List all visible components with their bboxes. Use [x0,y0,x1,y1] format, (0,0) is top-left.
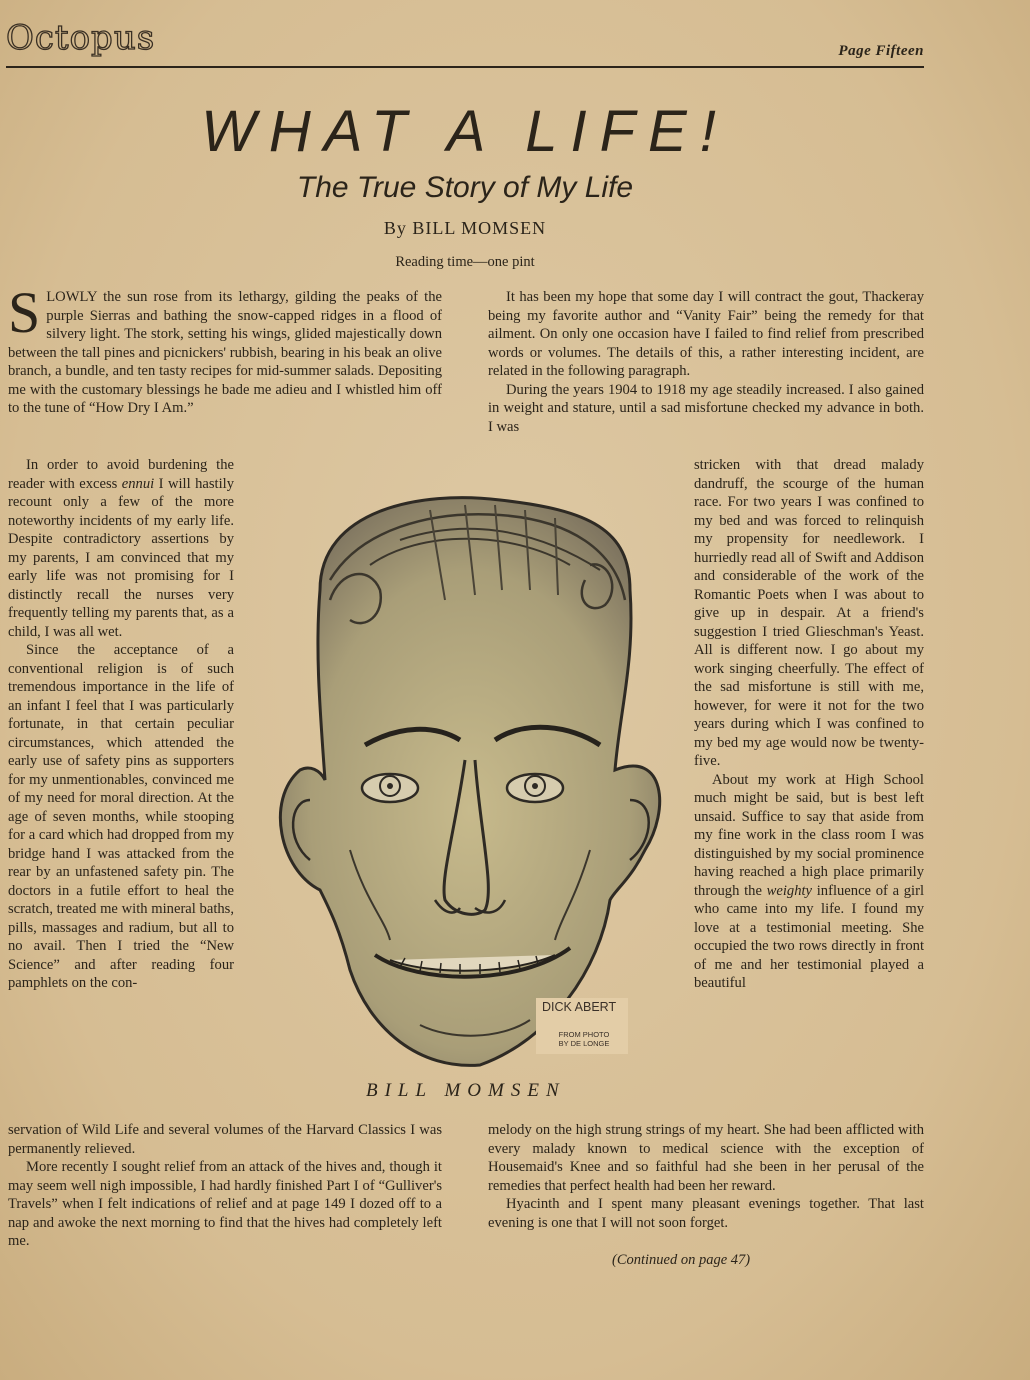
paragraph: About my work at High School much might be said, but is best left unsaid. Suffice to say that aside from my fine work in the class room I was distinguished by my social prominence having reached a high place primarily through the weighty influence of a girl who came into my life. I found my love at a testimonial meeting. She occupied the two rows directly in front of me and her testimonial played a beautiful [694,771,924,991]
paragraph: stricken with that dread malady dandruff, the scourge of the human race. For two years I was confined to my bed and was forced to relinquish my propensity for needlework. I hurriedly read all of Swift and Addison and considerable of the work of the Romantic Poets when I was about to give up in despair. At a friend's suggestion I tried Glieschman's Yeast. All is different now. I go about my work singing cheerfully. The effect of the sad misfortune is still with me, however, for were it not for the two years during which I was confined to my bed my age would now be twenty-five. [694,457,924,769]
article-title: WHAT A LIFE! [201,99,729,164]
masthead: Octopus [6,18,156,58]
right-column-bottom [488,1121,924,1232]
portrait-illustration [270,470,670,1070]
left-column-narrow [8,456,234,993]
head-shape [280,498,659,1066]
paragraph: Since the acceptance of a conventional religion is of such tremendous importance in the life of an infant I feel that I was particularly fortunate, in that certain peculiar circumstances, which attended the early use of safety pins as supporters for my unmentionables, convinced me of my need for moral direction. At the age of seven months, while stooping for a card which had dropped from my bridge hand I was attacked from the rear by an unfastened safety pin. The doctors in a futile effort to heal the scratch, treated me with mineral baths, pills, massages and radium, but all to no avail. Then I tried the “New Science” and after reading four pamphlets on the con- [8,642,234,991]
continued-note: (Continued on page 47) [612,1252,751,1268]
paragraph: melody on the high strung strings of my heart. She had been afflicted with every malady known to medical science with the exception of Housemaid's Knee and so faithful had she been in her perusal of the remedies that perfect health had been her reward. [488,1122,924,1194]
paragraph: More recently I sought relief from an attack of the hives and, though it may seem well nigh impossible, I had hardly finished Part I of “Gulliver's Travels” when I felt indications of relief and at page 149 I dozed off to a nap and awoke the next morning to find that the hives had completely left me. [8,1159,442,1249]
paragraph: servation of Wild Life and several volumes of the Harvard Classics I was permanently relieved. [8,1122,442,1157]
right-column-top [488,288,924,436]
drop-cap: S [8,280,41,345]
illustration-caption: BILL MOMSEN [366,1080,566,1101]
left-column-top [8,280,442,418]
byline: By BILL MOMSEN [383,218,547,238]
article-subtitle: The True Story of My Life [296,171,634,204]
photo-credit: FROM PHOTO BY DE LONGE [558,1030,610,1048]
paragraph: In order to avoid burdening the reader with excess ennui I will hastily recount only a few of the more noteworthy incidents of my early life. Despite contradictory assertions by my parents, I am convinced that my early life was not promising for I distinctly recall the nurses very frequently telling my parents that, as a child, I was all wet. [8,457,234,640]
page-number: Page Fifteen [838,43,924,59]
left-column-bottom [8,1121,442,1251]
paragraph: During the years 1904 to 1918 my age steadily increased. I also gained in weight and stature, until a sad misfortune checked my advance in both. I was [488,381,924,435]
right-column-narrow [694,456,924,993]
paragraph: It has been my hope that some day I will contract the gout, Thackeray being my favorite author and “Vanity Fair” being the remedy for that ailment. On only one occasion have I failed to find relief from prescribed words or volumes. The details of this, a rather interesting incident, are related in the following paragraph. [488,289,924,379]
header-rule [6,66,924,68]
paragraph: Hyacinth and I spent many pleasant evenings together. That last evening is one that I will not soon forget. [488,1196,924,1231]
artist-signature: DICK ABERT [542,1000,617,1014]
reading-time: Reading time—one pint [395,254,535,270]
paragraph: SLOWLY the sun rose from its lethargy, gilding the peaks of the purple Sierras and bathing the snow-capped ridges in a flood of silvery light. The stork, setting his wings, glided majestically down between the tall pines and picnickers' rubbish, bearing in his beak an olive branch, a bundle, and ten tasty recipes for mid-summer salads. Depositing me with the customary blessings he bade me adieu and I whistled him off to the tune of “How Dry I Am.” [8,280,442,416]
